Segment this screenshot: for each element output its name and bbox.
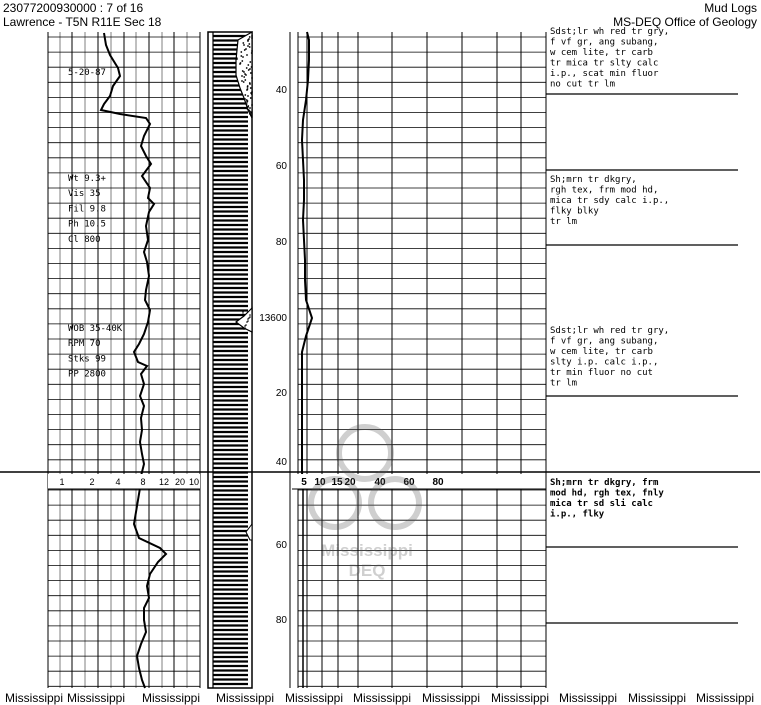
lithology-column — [208, 32, 253, 688]
depth-label: 60 — [275, 540, 287, 551]
watermark-line-2: DEQ — [348, 561, 386, 580]
gas-scale-tick: 15 — [331, 477, 343, 488]
depth-label: 40 — [275, 457, 287, 468]
drilling-param-0: WOB 35-40K — [68, 324, 123, 334]
mud-property-2: Fil 9.8 — [68, 204, 106, 215]
rop-scale-tick: 4 — [115, 477, 121, 487]
footer-label: Mississippi — [490, 691, 550, 705]
gas-scale-tick: 5 — [301, 477, 307, 488]
depth-label: 40 — [275, 85, 287, 96]
mud-property-3: Ph 10.5 — [68, 219, 106, 230]
rop-scale-tick: 1 — [59, 477, 65, 487]
footer-label: Mississippi — [421, 691, 481, 705]
mud-property-1: Vis 35 — [68, 189, 101, 200]
rop-scale-tick: 20 — [174, 477, 186, 487]
date-annotation: 5-20-87 — [68, 68, 106, 78]
description-0: Sdst;lr wh red tr gry, f vf gr, ang subang, w cem lite, tr carb tr mica tr slty calc i.p., scat min fluor no cut tr lm — [550, 27, 670, 90]
drilling-param-2: Stks 99 — [68, 354, 106, 365]
gas-track-grid — [298, 32, 546, 688]
depth-column — [259, 32, 290, 688]
drilling-param-3: PP 2800 — [68, 369, 106, 380]
gas-scale-tick: 40 — [374, 477, 386, 488]
depth-label: 80 — [275, 615, 287, 626]
description-3: Sh;mrn tr dkgry, frm mod hd, rgh tex, fnly mica tr sd sli calc i.p., flky — [550, 478, 664, 520]
rop-scale-tick: 2 — [89, 477, 95, 487]
footer-label: Mississippi — [141, 691, 201, 705]
footer-label: Mississippi — [627, 691, 687, 705]
mud-property-4: Cl 800 — [68, 234, 101, 245]
lithology-descriptions — [546, 27, 738, 688]
rop-scale-tick: 12 — [158, 477, 170, 487]
rop-scale-tick: 10 — [188, 477, 200, 487]
gas-scale-tick: 10 — [314, 477, 326, 488]
gas-scale-tick: 20 — [344, 477, 356, 488]
depth-label: 13600 — [259, 313, 287, 324]
footer-label: Mississippi — [558, 691, 618, 705]
document-id: 23077200930000 : 7 of 16 — [3, 1, 144, 15]
footer-label: Mississippi — [284, 691, 344, 705]
rop-scale-tick: 8 — [140, 477, 146, 487]
drilling-param-1: RPM 70 — [68, 339, 101, 350]
doc-type: Mud Logs — [704, 1, 757, 15]
depth-label: 60 — [275, 161, 287, 172]
watermark-line-1: Mississippi — [321, 541, 413, 560]
mississippi-deq-watermark — [311, 427, 419, 580]
source-agency: MS-DEQ Office of Geology — [613, 15, 757, 29]
well-location: Lawrence - T5N R11E Sec 18 — [3, 15, 162, 29]
depth-label: 20 — [275, 388, 287, 399]
description-1: Sh;mrn tr dkgry, rgh tex, frm mod hd, mica tr sdy calc i.p., flky blky tr lm — [550, 175, 670, 227]
footer — [5, 691, 754, 705]
mud-property-0: Wt 9.3+ — [68, 174, 106, 184]
footer-label: Mississippi — [4, 691, 64, 705]
footer-label: Mississippi — [352, 691, 412, 705]
description-2: Sdst;lr wh red tr gry, f vf gr, ang subang, w cem lite, tr carb slty i.p. calc i.p., tr min fluor no cut tr lm — [550, 326, 670, 389]
footer-label: Mississippi — [215, 691, 275, 705]
depth-label: 80 — [275, 237, 287, 248]
footer-label: Mississippi — [66, 691, 126, 705]
gas-scale-tick: 60 — [403, 477, 415, 488]
footer-label: Mississippi — [695, 691, 755, 705]
gas-scale-tick: 80 — [432, 477, 444, 488]
